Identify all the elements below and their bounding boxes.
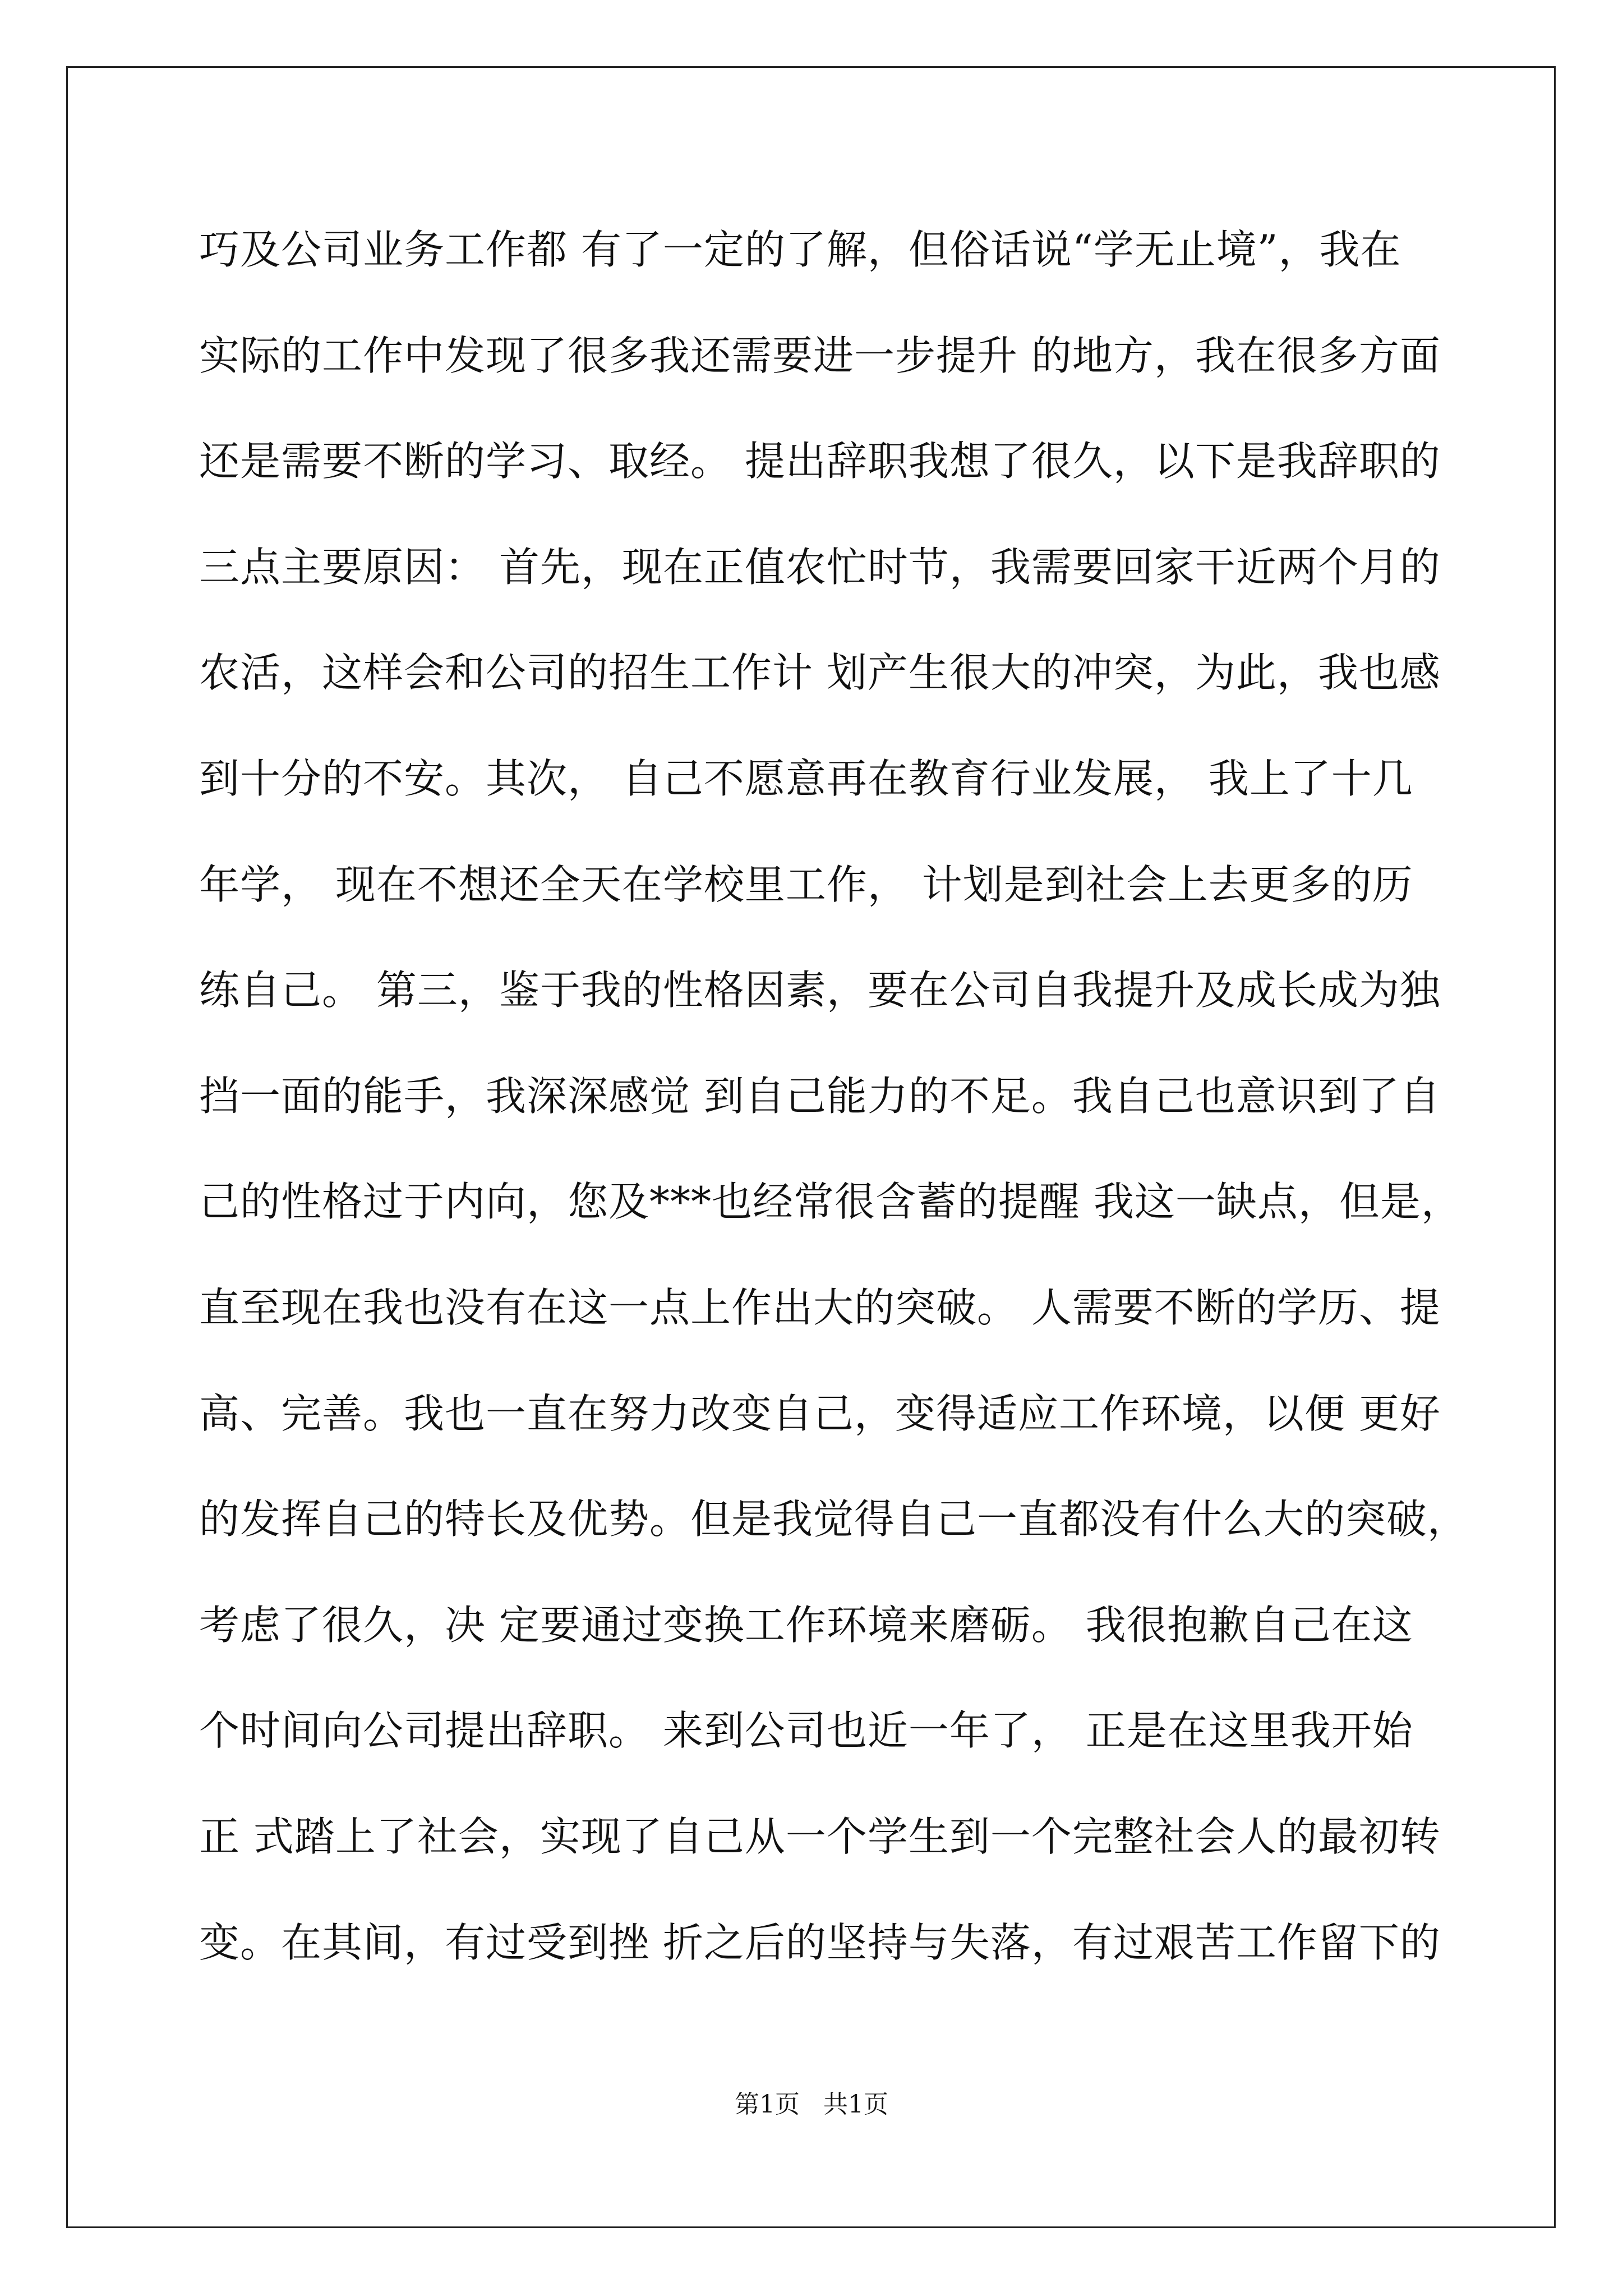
text-line: 考虑了很久，决 定要通过变换工作环境来磨砺。 我很抱歉自己在这 xyxy=(199,1601,1413,1649)
page-number-footer: 第1页 共1页 xyxy=(735,2090,888,2119)
text-line: 实际的工作中发现了很多我还需要进一步提升 的地方，我在很多方面 xyxy=(199,332,1441,379)
text-line: 农活，这样会和公司的招生工作计 划产生很大的冲突，为此，我也感 xyxy=(199,649,1441,697)
text-line: 还是需要不断的学习、取经。 提出辞职我想了很久，以下是我辞职的 xyxy=(199,438,1441,485)
text-line: 三点主要原因： 首先，现在正值农忙时节，我需要回家干近两个月的 xyxy=(199,543,1441,591)
text-line: 变。在其间，有过受到挫 折之后的坚持与失落，有过艰苦工作留下的 xyxy=(199,1918,1441,1966)
text-line: 的发挥自己的特长及优势。但是我觉得自己一直都没有什么大的突破， xyxy=(199,1496,1469,1543)
text-line: 己的性格过于内向，您及***也经常很含蓄的提醒 我这一缺点，但是， xyxy=(199,1178,1462,1226)
text-line: 巧及公司业务工作都 有了一定的了解，但俗话说“学无止境”，我在 xyxy=(199,226,1401,273)
text-line: 挡一面的能手，我深深感觉 到自己能力的不足。我自己也意识到了自 xyxy=(199,1072,1441,1120)
text-line: 练自己。 第三，鉴于我的性格因素，要在公司自我提升及成长成为独 xyxy=(199,967,1441,1014)
text-line: 高、完善。我也一直在努力改变自己，变得适应工作环境，以便 更好 xyxy=(199,1389,1441,1437)
text-line: 年学， 现在不想还全天在学校里工作， 计划是到社会上去更多的历 xyxy=(199,861,1413,908)
text-line: 到十分的不安。其次， 自己不愿意再在教育行业发展， 我上了十几 xyxy=(199,754,1413,802)
document-body xyxy=(199,216,1469,2014)
text-line: 直至现在我也没有在这一点上作出大的突破。 人需要不断的学历、提 xyxy=(199,1283,1441,1331)
text-line: 正 式踏上了社会，实现了自己从一个学生到一个完整社会人的最初转 xyxy=(199,1812,1441,1860)
text-line: 个时间向公司提出辞职。 来到公司也近一年了， 正是在这里我开始 xyxy=(199,1707,1413,1755)
